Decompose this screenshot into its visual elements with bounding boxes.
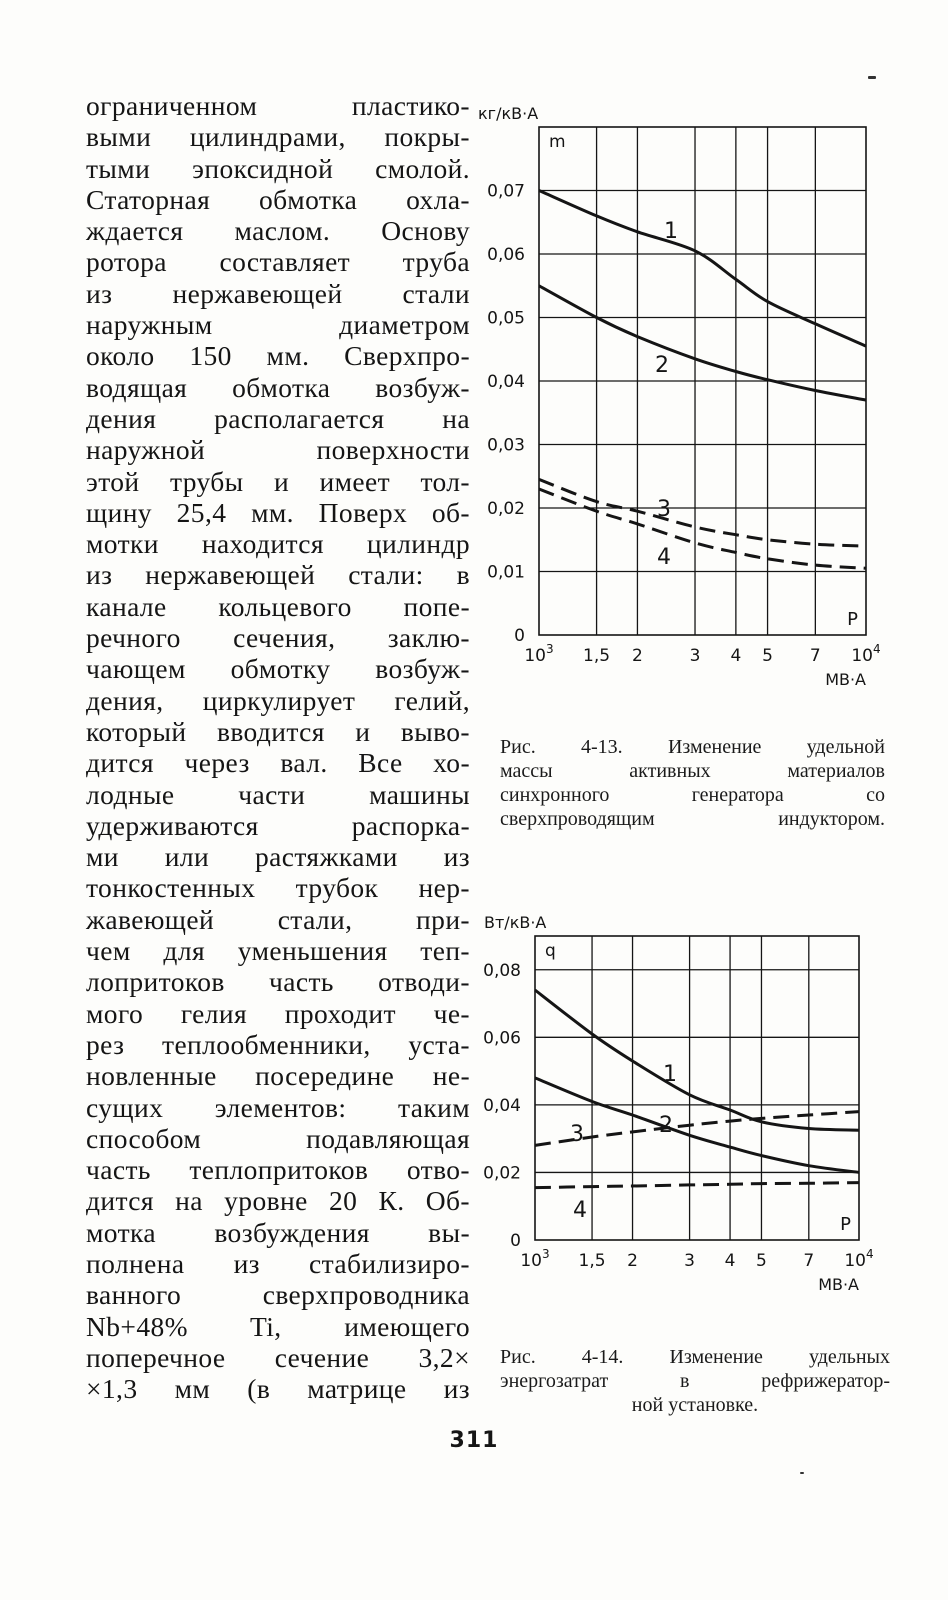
body-text-line: Статорная обмотка охла-: [86, 183, 470, 215]
x-tick-label: 5: [762, 646, 773, 666]
body-text-line: ждается маслом. Основу: [86, 215, 470, 247]
body-text-line: щину 25,4 мм. Поверх об-: [86, 496, 470, 528]
body-text: [86, 90, 470, 1404]
x-tick-label: 2: [627, 1251, 638, 1271]
x-tick-label: $10^4$: [844, 1247, 874, 1271]
chart-4-14: [476, 908, 916, 1308]
body-text-line: около 150 мм. Сверхпро-: [86, 340, 470, 372]
series-1-curve: [535, 990, 859, 1130]
body-text-line: водящая обмотка возбуж-: [86, 371, 470, 403]
body-text-line: лодные части машины: [86, 778, 470, 810]
body-text-line: мотки находится цилиндр: [86, 528, 470, 560]
y-tick-label: 0,04: [483, 1095, 521, 1116]
x-tick-label: 7: [803, 1251, 815, 1271]
body-text-line: речного сечения, заклю-: [86, 622, 470, 654]
body-text-line: лопритоков часть отводи-: [86, 966, 470, 998]
series-3-label: 3: [657, 497, 671, 522]
x-axis-label: МВ·А: [825, 670, 866, 689]
body-text-line: дится через вал. Все хо-: [86, 747, 470, 779]
series-1-curve: [539, 191, 866, 347]
body-text-line: Nb+48% Ti, имеющего: [86, 1310, 470, 1342]
body-text-line: жавеющей стали, при-: [86, 903, 470, 935]
caption-line: сверхпроводящим индуктором.: [500, 808, 885, 830]
caption-line: Рис. 4-13. Изменение удельной: [500, 736, 885, 758]
page-number: 311: [449, 1428, 499, 1453]
body-text-line: ротора составляет труба: [86, 246, 470, 278]
x-tick-label: 3: [689, 646, 701, 666]
x-axis-label: МВ·А: [818, 1275, 859, 1294]
chart-4-13: [476, 96, 916, 696]
x-tick-label: $10^3$: [524, 642, 554, 666]
body-text-line: ми или растяжками из: [86, 841, 470, 873]
body-text-line: рез теплообменники, уста-: [86, 1028, 470, 1060]
x-tick-label: 2: [632, 646, 643, 666]
x-tick-label: 1,5: [578, 1251, 606, 1271]
y-symbol: m: [549, 132, 566, 152]
caption-line: массы активных материалов: [500, 760, 885, 782]
series-3-label: 3: [570, 1122, 584, 1147]
body-text-line: мого гелия проходит че-: [86, 997, 470, 1029]
body-text-line: выми цилиндрами, покры-: [86, 121, 470, 153]
y-tick-label: 0,02: [483, 1163, 521, 1184]
body-text-line: способом подавляющая: [86, 1122, 470, 1154]
series-3-curve: [539, 479, 866, 546]
x-tick-label: 3: [684, 1251, 696, 1271]
caption-line: синхронного генератора со: [500, 784, 885, 806]
x-symbol: P: [840, 1214, 851, 1235]
y-tick-label: 0,07: [487, 181, 525, 202]
body-text-line: чем для уменьшения теп-: [86, 935, 470, 967]
figure-4-14: [476, 908, 916, 1308]
y-tick-label: 0,06: [483, 1028, 521, 1049]
body-text-line: часть теплопритоков отво-: [86, 1154, 470, 1186]
body-text-line: поперечное сечение 3,2×: [86, 1341, 470, 1373]
body-text-line: полнена из стабилизиро-: [86, 1247, 470, 1279]
series-1-label: 1: [664, 219, 678, 244]
caption-line: энергозатрат в рефрижератор-: [500, 1370, 890, 1392]
series-4-label: 4: [573, 1198, 587, 1223]
x-symbol: P: [847, 609, 858, 630]
y-tick-label: 0,01: [487, 562, 525, 583]
series-2-curve: [539, 286, 866, 400]
x-tick-label: 4: [724, 1251, 736, 1271]
body-text-line: чающем обмотку возбуж-: [86, 653, 470, 685]
body-text-line: новленные посередине не-: [86, 1060, 470, 1092]
x-tick-label: 1,5: [583, 646, 611, 666]
plot-frame: [535, 936, 859, 1240]
caption-line: Рис. 4-14. Изменение удельных: [500, 1346, 890, 1368]
series-4-label: 4: [657, 545, 671, 570]
x-tick-label: 5: [756, 1251, 767, 1271]
body-text-line: дения располагается на: [86, 402, 470, 434]
y-tick-label: 0,04: [487, 372, 525, 392]
x-tick-label: $10^4$: [851, 642, 881, 666]
body-text-line: из нержавеющей стали: [86, 277, 470, 309]
scan-speck: [800, 1472, 804, 1474]
y-tick-label: 0,03: [487, 435, 525, 456]
y-axis-label: Вт/кВ·А: [484, 913, 547, 932]
body-text-line: удерживаются распорка-: [86, 809, 470, 841]
series-1-label: 1: [663, 1062, 677, 1087]
y-tick-label: 0: [510, 1231, 521, 1251]
body-text-line: ограниченном пластико-: [86, 90, 470, 121]
caption-4-14: [500, 1345, 890, 1417]
caption-4-13: [500, 735, 885, 831]
series-4-curve: [535, 1183, 859, 1188]
series-2-label: 2: [659, 1113, 673, 1138]
body-text-line: тыми эпоксидной смолой.: [86, 152, 470, 184]
body-text-line: наружным диаметром: [86, 309, 470, 341]
body-text-line: дится на уровне 20 К. Об-: [86, 1185, 470, 1217]
body-text-line: ванного сверхпроводника: [86, 1279, 470, 1311]
body-text-line: наружной поверхности: [86, 434, 470, 466]
y-tick-label: 0,02: [487, 499, 525, 519]
y-symbol: q: [545, 941, 556, 961]
body-text-line: тонкостенных трубок нер-: [86, 872, 470, 904]
x-tick-label: 4: [730, 646, 742, 666]
body-text-line: ×1,3 мм (в матрице из: [86, 1373, 470, 1405]
body-text-line: из нержавеющей стали: в: [86, 559, 470, 591]
scan-speck: [868, 76, 876, 79]
x-tick-label: 7: [809, 646, 821, 666]
body-text-line: мотка возбуждения вы-: [86, 1216, 470, 1248]
caption-line: ной установке.: [631, 1394, 759, 1416]
y-tick-label: 0,06: [487, 245, 525, 265]
body-text-line: который вводится и выво-: [86, 715, 470, 747]
y-tick-label: 0,08: [483, 960, 521, 981]
y-tick-label: 0,05: [487, 308, 525, 329]
body-text-line: канале кольцевого попе-: [86, 590, 470, 622]
body-text-line: этой трубы и имеет тол-: [86, 465, 470, 497]
figure-4-13: [476, 96, 916, 696]
body-text-line: дения, циркулирует гелий,: [86, 684, 470, 716]
x-tick-label: $10^3$: [520, 1247, 550, 1271]
series-2-label: 2: [655, 353, 669, 378]
y-axis-label: кг/кВ·А: [478, 104, 539, 123]
body-text-line: сущих элементов: таким: [86, 1091, 470, 1123]
y-tick-label: 0: [514, 626, 525, 646]
